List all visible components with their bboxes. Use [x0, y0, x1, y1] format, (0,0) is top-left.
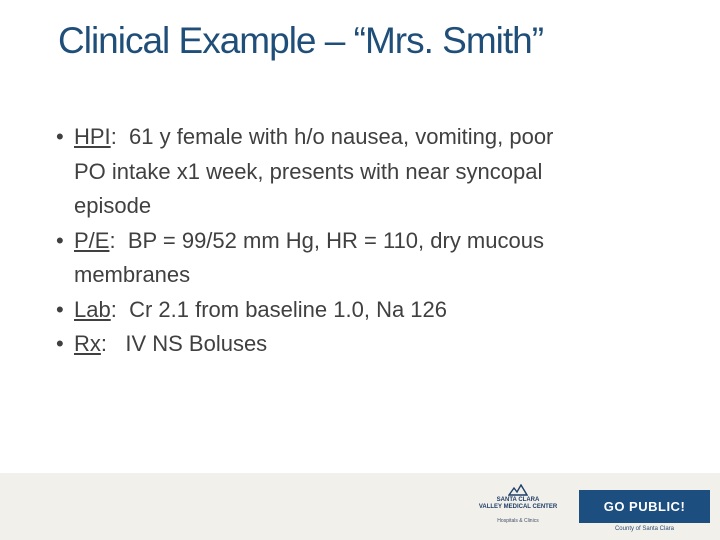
- bullet-list: [56, 120, 676, 362]
- bullet-term: HPI: [74, 124, 111, 149]
- bullet-lab: • Lab: Cr 2.1 from baseline 1.0, Na 126: [56, 293, 676, 328]
- bullet-text: BP = 99/52 mm Hg, HR = 110, dry mucous: [127, 227, 544, 253]
- bullet-text: episode: [74, 193, 152, 218]
- svmc-subtitle: Hospitals & Clinics: [497, 518, 539, 524]
- svmc-name-1: SANTA CLARA: [496, 497, 540, 503]
- bullet-dot-icon: •: [56, 227, 64, 253]
- bullet-rx: • Rx: IV NS Boluses: [56, 327, 676, 362]
- bullet-hpi: • HPI: 61 y female with h/o nausea, vomiting, poor PO intake x1 week, presents with near syncopal episode: [56, 120, 676, 224]
- bullet-dot-icon: •: [56, 296, 64, 322]
- bullet-term: Rx: [74, 331, 101, 356]
- bullet-pe: • P/E: BP = 99/52 mm Hg, HR = 110, dry mucous membranes: [56, 224, 676, 293]
- bullet-dot-icon: •: [56, 331, 64, 356]
- svmc-logo: [476, 482, 560, 534]
- bullet-text: Cr 2.1 from baseline 1.0, Na 126: [129, 296, 448, 322]
- svmc-emblem-icon: [508, 484, 528, 496]
- bullet-term: Lab: [74, 296, 111, 322]
- go-public-logo: GO PUBLIC!: [579, 490, 710, 523]
- bullet-text: 61 y female with h/o nausea, vomiting, poor: [129, 124, 554, 149]
- slide-title: Clinical Example – “Mrs. Smith”: [58, 20, 544, 61]
- county-label: County of Santa Clara: [614, 526, 675, 532]
- bullet-dot-icon: •: [56, 124, 64, 149]
- bullet-text: IV NS Boluses: [125, 331, 268, 356]
- svmc-name-2: VALLEY MEDICAL CENTER: [478, 504, 558, 510]
- bullet-text: membranes: [74, 262, 191, 287]
- bullet-text: PO intake x1 week, presents with near syncopal: [74, 158, 543, 184]
- bullet-term: P/E: [74, 227, 110, 253]
